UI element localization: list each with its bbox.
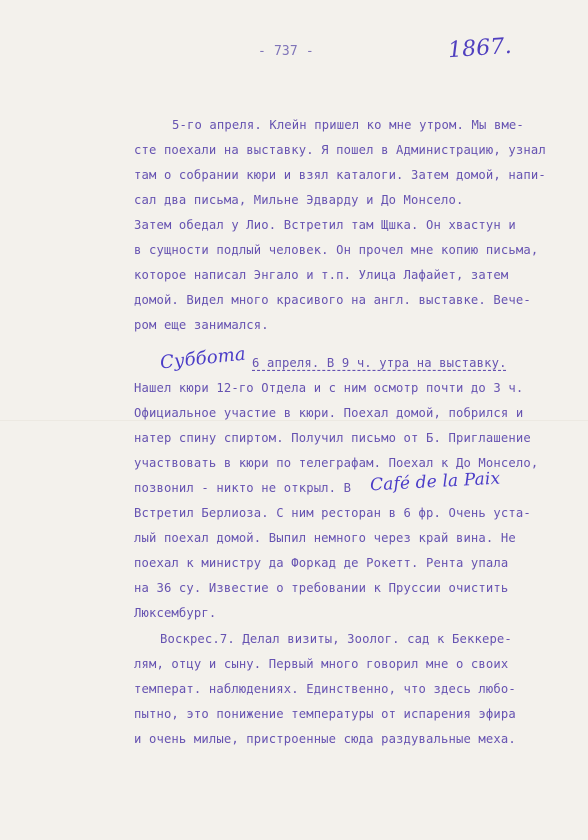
handwritten-day-name: Суббота (159, 343, 247, 374)
entry-line: Официальное участие в кюри. Поехал домой, побрился и (134, 406, 524, 420)
entry-line: Люксембург. (134, 606, 217, 620)
paper-crease (0, 420, 588, 421)
entry-line: и очень милые, пристроенные сюда раздувальные меха. (134, 732, 516, 746)
entry-line: 5-го апреля. Клейн пришел ко мне утром. Мы вме- (172, 118, 524, 132)
entry-line: лям, отцу и сыну. Первый много говорил мне о своих (134, 657, 509, 671)
entry-line: температ. наблюдениях. Единственно, что здесь любо- (134, 682, 516, 696)
entry-line: натер спину спиртом. Получил письмо от Б. Приглашение (134, 431, 531, 445)
entry-line: сте поехали на выставку. Я пошел в Администрацию, узнал (134, 143, 546, 157)
entry-line: поехал к министру да Форкад де Рокетт. Рента упала (134, 556, 509, 570)
entry-line: участвовать в кюри по телеграфам. Поехал к До Монсело, (134, 456, 539, 470)
handwritten-cafe-name: Café de la Paix (369, 468, 501, 496)
entry-line: Нашел кюри 12-го Отдела и с ним осмотр почти до 3 ч. (134, 381, 524, 395)
entry-line: позвонил - никто не открыл. В (134, 481, 352, 495)
entry-line: там о собрании кюри и взял каталоги. Затем домой, напи- (134, 168, 546, 182)
entry-line: пытно, это понижение температуры от испарения эфира (134, 707, 516, 721)
page-number: - 737 - (258, 44, 314, 59)
entry-line: Воскрес.7. Делал визиты, Зоолог. сад к Беккере- (160, 632, 512, 646)
entry-line: Затем обедал у Лио. Встретил там Щшка. Он хвастун и (134, 218, 516, 232)
entry-line: сал два письма, Мильне Эдварду и До Монсело. (134, 193, 464, 207)
entry-line: ром еще занимался. (134, 318, 269, 332)
entry-line: Встретил Берлиоза. С ним ресторан в 6 фр. Очень уста- (134, 506, 531, 520)
entry-line: 6 апреля. В 9 ч. утра на выставку. (252, 356, 507, 370)
entry-line: домой. Видел много красивого на англ. выставке. Вече- (134, 293, 531, 307)
handwritten-year: 1867. (447, 33, 513, 64)
page-header (0, 33, 588, 66)
entry-line: в сущности подлый человек. Он прочел мне копию письма, (134, 243, 539, 257)
entry-line: на 36 су. Известие о требовании к Пруссии очистить (134, 581, 509, 595)
entry-line: лый поехал домой. Выпил немного через край вина. Не (134, 531, 516, 545)
entry-line: которое написал Энгало и т.п. Улица Лафайет, затем (134, 268, 509, 282)
